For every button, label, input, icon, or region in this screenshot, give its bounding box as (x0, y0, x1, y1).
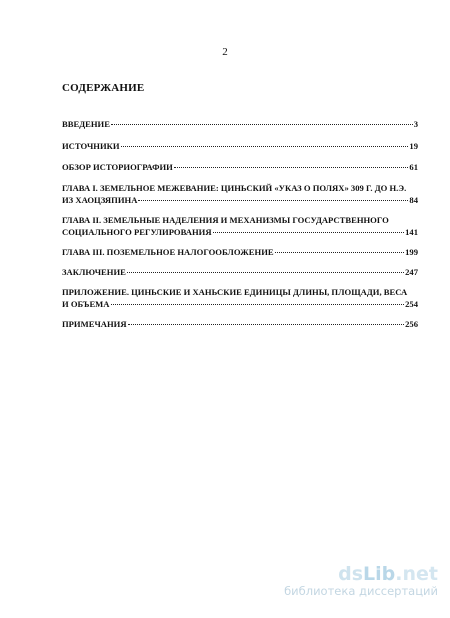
toc-dot-leader (111, 124, 413, 125)
watermark (284, 564, 438, 598)
toc-entry-row (62, 226, 418, 238)
toc-entry-title-line1: ГЛАВА I. ЗЕМЕЛЬНОЕ МЕЖЕВАНИЕ: ЦИНЬСКИЙ «УКАЗ О ПОЛЯХ» 309 Г. ДО Н.Э. (62, 183, 407, 193)
watermark-logo-ds: ds (338, 563, 364, 585)
toc-dot-leader (128, 324, 405, 325)
toc-entry (62, 246, 418, 258)
toc-entry-row (62, 140, 418, 152)
toc-entry-row (62, 298, 418, 310)
toc-entry (62, 214, 418, 238)
toc-entry-title: ГЛАВА III. ПОЗЕМЕЛЬНОЕ НАЛОГООБЛОЖЕНИЕ (62, 247, 274, 257)
toc-entry-row (62, 194, 418, 206)
toc-entry-title-line1: ГЛАВА II. ЗЕМЕЛЬНЫЕ НАДЕЛЕНИЯ И МЕХАНИЗМЫ ГОСУДАРСТВЕННОГО (62, 215, 389, 225)
toc-dot-leader (213, 232, 405, 233)
toc-entry-row (62, 246, 418, 258)
toc-dot-leader (275, 252, 404, 253)
toc-entry-page-number: 3 (413, 119, 418, 129)
toc-dot-leader (138, 200, 408, 201)
toc-dot-leader (174, 167, 409, 168)
toc-entry-page-number: 254 (405, 299, 418, 309)
toc-dot-leader (127, 272, 404, 273)
toc-entry-title: ЗАКЛЮЧЕНИЕ (62, 267, 126, 277)
toc-entry-title: СОЦИАЛЬНОГО РЕГУЛИРОВАНИЯ (62, 227, 212, 237)
toc-entry-row (62, 266, 418, 278)
toc-entry-title: ВВЕДЕНИЕ (62, 119, 110, 129)
toc-entry (62, 182, 418, 206)
toc-heading: СОДЕРЖАНИЕ (62, 82, 145, 94)
watermark-logo (284, 564, 438, 584)
toc-entry (62, 286, 418, 310)
toc-dot-leader (121, 146, 409, 147)
toc-entry-row (62, 318, 418, 330)
toc-entry-title: ПРИМЕЧАНИЯ (62, 319, 127, 329)
toc-entry-title: ОБЗОР ИСТОРИОГРАФИИ (62, 162, 173, 172)
toc-entry-page-number: 199 (405, 247, 418, 257)
toc-entry (62, 118, 418, 130)
toc-entry-page-number: 141 (405, 227, 418, 237)
toc-entry-page-number: 19 (409, 141, 418, 151)
toc-entry-page-number: 61 (409, 162, 418, 172)
toc-entry-title: ИЗ ХАОЦЗЯПИНА (62, 195, 138, 205)
toc-entry-row (62, 161, 418, 173)
toc-entry (62, 140, 418, 152)
page-number: 2 (222, 46, 228, 58)
toc-entry-title: ИСТОЧНИКИ (62, 141, 120, 151)
toc-entry-title-line1: ПРИЛОЖЕНИЕ. ЦИНЬСКИЕ И ХАНЬСКИЕ ЕДИНИЦЫ ДЛИНЫ, ПЛОЩАДИ, ВЕСА (62, 287, 408, 297)
watermark-subtitle: библиотека диссертаций (284, 584, 438, 598)
toc-entry-title: И ОБЪЕМА (62, 299, 110, 309)
toc-entry-row (62, 118, 418, 130)
toc-entry (62, 266, 418, 278)
table-of-contents (62, 118, 418, 330)
toc-entry-page-number: 84 (409, 195, 418, 205)
toc-entry (62, 161, 418, 173)
toc-dot-leader (111, 304, 405, 305)
watermark-logo-lib: Lib (363, 563, 396, 585)
toc-entry-page-number: 247 (405, 267, 418, 277)
watermark-logo-net: .net (395, 563, 438, 585)
toc-entry (62, 318, 418, 330)
toc-entry-page-number: 256 (405, 319, 418, 329)
